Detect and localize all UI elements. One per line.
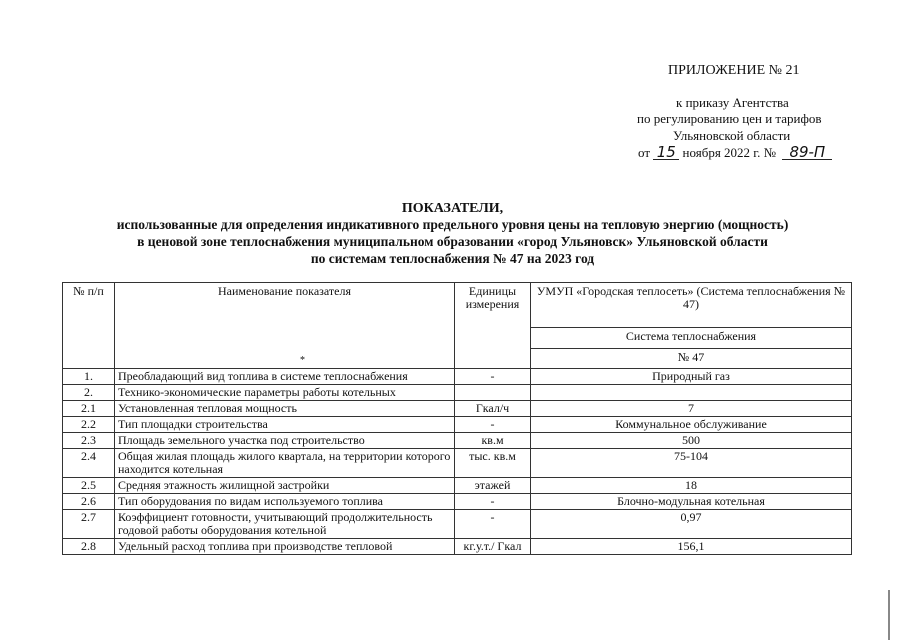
table-row [63,478,852,494]
row-value: 0,97 [531,510,852,539]
row-number: 2.6 [63,494,115,510]
row-name: Общая жилая площадь жилого квартала, на территории которого находится котельная [115,449,455,478]
table-row [63,510,852,539]
table-row [63,417,852,433]
row-number: 2.7 [63,510,115,539]
table-row [63,494,852,510]
row-value: Блочно-модульная котельная [531,494,852,510]
row-name: Площадь земельного участка под строительство [115,433,455,449]
row-name: Технико-экономические параметры работы котельных [115,385,455,401]
document-subtitle-1: использованные для определения индикативного предельного уровня цены на тепловую энергию (мощность) [116,217,789,232]
table-row [63,539,852,555]
row-value: Коммунальное обслуживание [531,417,852,433]
row-value: 75-104 [531,449,852,478]
table-row [63,385,852,401]
row-unit [455,385,531,401]
appendix-line-3: Ульяновской области [673,128,791,143]
row-value: 500 [531,433,852,449]
table-row [63,369,852,385]
date-middle: ноября 2022 г. № [682,145,777,160]
document-subtitle-3: по системам теплоснабжения № 47 на 2023 год [310,251,595,266]
row-unit: - [455,494,531,510]
row-name: Коэффициент готовности, учитывающий продолжительность годовой работы оборудования котельной [115,510,455,539]
header-name: Наименование показателя [115,283,455,369]
row-value: 7 [531,401,852,417]
handwritten-day: 15 [653,145,679,160]
row-number: 1. [63,369,115,385]
row-number: 2.1 [63,401,115,417]
appendix-title: ПРИЛОЖЕНИЕ № 21 [668,63,800,78]
row-name: Удельный расход топлива при производстве тепловой [115,539,455,555]
document-title: ПОКАЗАТЕЛИ, [401,201,504,216]
header-asterisk: * [300,355,305,366]
row-unit: - [455,510,531,539]
appendix-line-2: по регулированию цен и тарифов [637,111,822,126]
row-unit: тыс. кв.м [455,449,531,478]
table-row [63,433,852,449]
header-system: Система теплоснабжения [531,328,852,349]
row-value: 18 [531,478,852,494]
row-number: 2.8 [63,539,115,555]
table-row [63,401,852,417]
row-unit: этажей [455,478,531,494]
indicators-table [62,282,852,555]
handwritten-order-number: 89-П [782,145,832,160]
date-prefix: от [638,145,651,160]
row-name: Тип оборудования по видам используемого топлива [115,494,455,510]
appendix-date-line [638,145,832,161]
row-name: Преобладающий вид топлива в системе теплоснабжения [115,369,455,385]
row-unit: кв.м [455,433,531,449]
row-value: 156,1 [531,539,852,555]
header-no: № п/п [63,283,115,369]
row-value [531,385,852,401]
row-unit: Гкал/ч [455,401,531,417]
row-value: Природный газ [531,369,852,385]
row-number: 2.3 [63,433,115,449]
document-subtitle-2: в ценовой зоне теплоснабжения муниципальном образовании «город Ульяновск» Ульяновской области [137,234,768,249]
row-name: Тип площадки строительства [115,417,455,433]
row-unit: кг.у.т./ Гкал [455,539,531,555]
header-unit: Единицы измерения [455,283,531,369]
row-number: 2. [63,385,115,401]
table-row [63,449,852,478]
row-number: 2.4 [63,449,115,478]
appendix-line-1: к приказу Агентства [676,95,789,110]
scan-edge-mark [888,590,890,640]
row-name: Средняя этажность жилищной застройки [115,478,455,494]
row-number: 2.5 [63,478,115,494]
row-name: Установленная тепловая мощность [115,401,455,417]
header-organization: УМУП «Городская теплосеть» (Система теплоснабжения № 47) [531,283,852,328]
row-unit: - [455,417,531,433]
header-system-number: № 47 [531,349,852,369]
row-number: 2.2 [63,417,115,433]
row-unit: - [455,369,531,385]
